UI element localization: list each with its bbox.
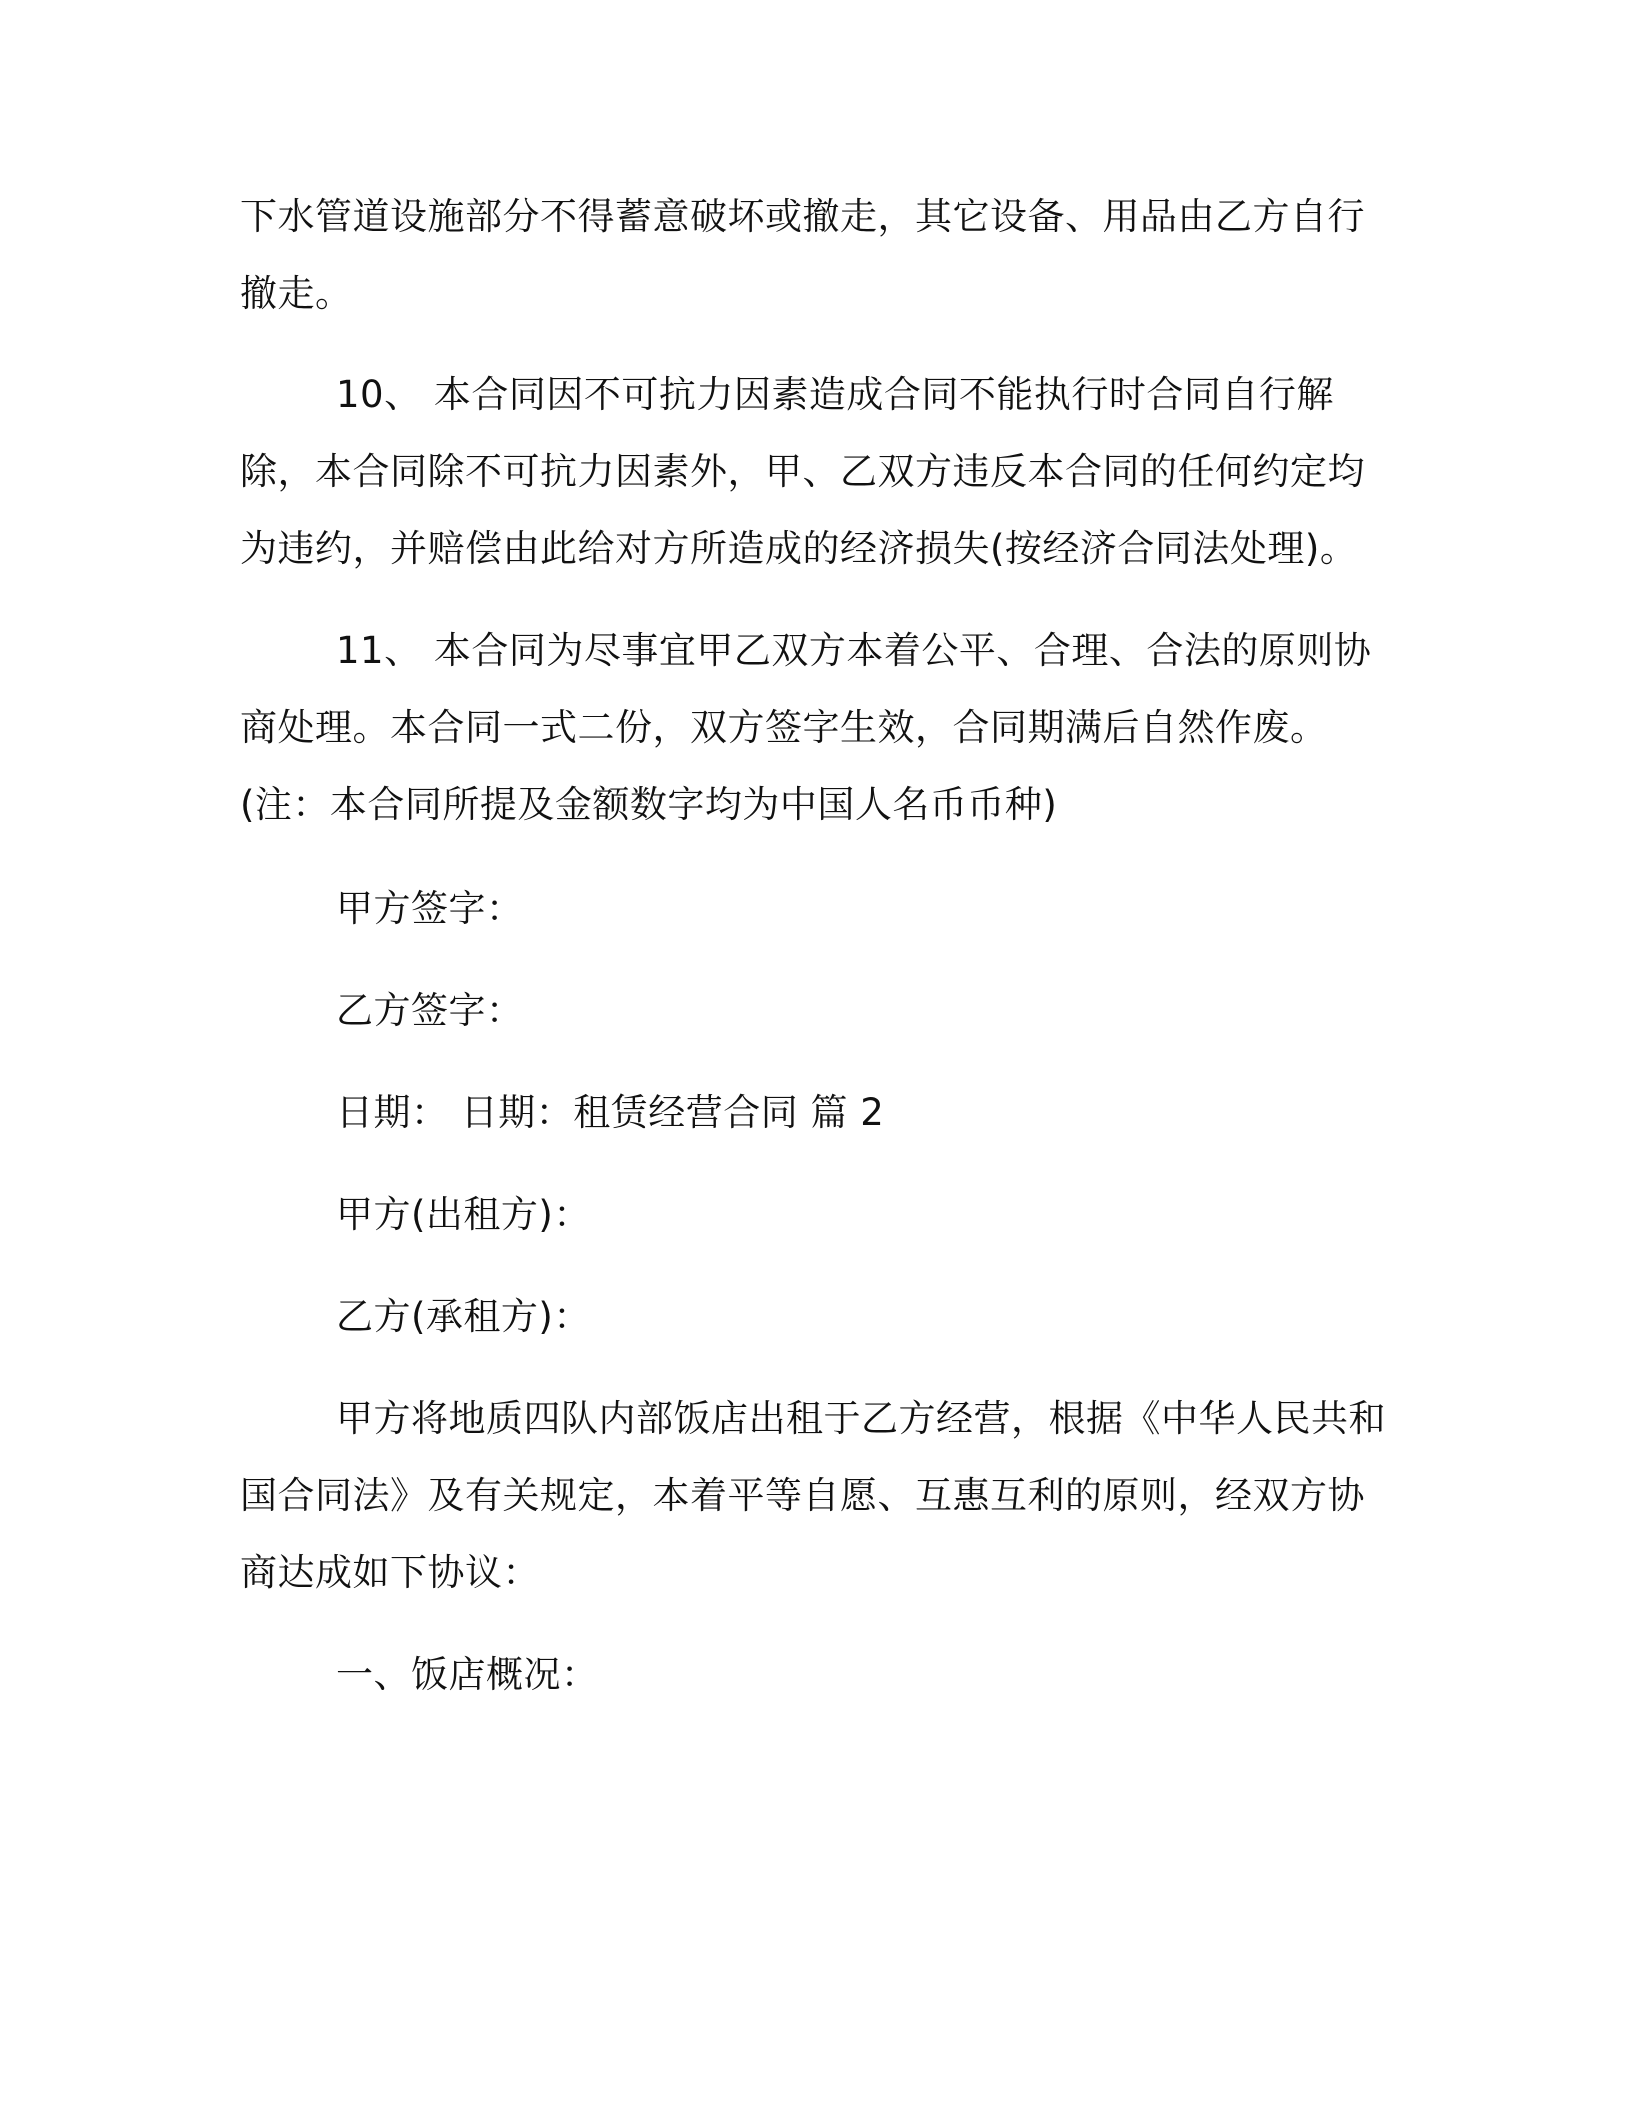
party-b-signature-label: 乙方签字： (336, 989, 524, 1032)
section-heading: 一、饭店概况： (336, 1653, 599, 1696)
intro-paragraph: 甲方将地质四队内部饭店出租于乙方经营，根据《中华人民共和国合同法》及有关规定，本着平等自愿、互惠互利的原则，经双方协商达成如下协议： (240, 1397, 1386, 1594)
clause-10-paragraph: 10、 本合同因不可抗力因素造成合同不能执行时合同自行解除，本合同除不可抗力因素外，甲、乙双方违反本合同的任何约定均为违约，并赔偿由此给对方所造成的经济损失(按经济合同法处理)。 (240, 373, 1365, 570)
date-line: 日期： 日期：租赁经营合同 篇 2 (336, 1091, 885, 1134)
clause-11-paragraph: 11、 本合同为尽事宜甲乙双方本着公平、合理、合法的原则协商处理。本合同一式二份，双方签字生效，合同期满后自然作废。 (注：本合同所提及金额数字均为中国人名币币种) (240, 629, 1372, 826)
party-a-signature-label: 甲方签字： (336, 887, 524, 930)
lessee-label: 乙方(承租方)： (336, 1295, 591, 1338)
lessor-label: 甲方(出租方)： (336, 1193, 591, 1236)
paragraph-continuation: 下水管道设施部分不得蓄意破坏或撤走，其它设备、用品由乙方自行撤走。 (240, 195, 1365, 315)
